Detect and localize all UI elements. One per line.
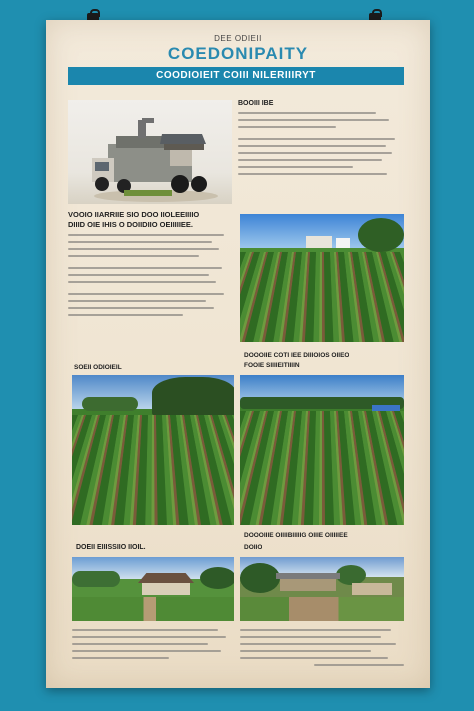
text-line — [68, 234, 224, 236]
crop-field-photo-2 — [72, 375, 234, 525]
text-line — [68, 241, 212, 243]
machine-heading: BOOIII IBE — [238, 100, 274, 107]
crop-field-photo-3 — [240, 375, 404, 525]
text-line — [238, 166, 353, 168]
text-block-bottom-left — [72, 624, 234, 670]
text-block-bottom-right — [240, 624, 404, 680]
text-line — [68, 307, 214, 309]
farm-buildings-photo — [240, 557, 404, 621]
text-block-left — [68, 210, 232, 360]
text-line — [68, 255, 199, 257]
caption-bottom-left: DOEII EIIISSIIO IIOIL. — [76, 544, 146, 551]
harvester-machine-illustration — [68, 100, 232, 204]
text-line — [238, 112, 376, 114]
text-line — [240, 636, 381, 638]
text-line — [68, 248, 219, 250]
text-line — [238, 126, 336, 128]
text-line — [72, 657, 169, 659]
text-line — [68, 281, 216, 283]
poster-banner: COODIOIEIT COIII NILERIIIRYT — [68, 67, 404, 85]
text-line — [238, 152, 392, 154]
text-line — [240, 650, 371, 652]
farmhouse-photo — [72, 557, 234, 621]
caption-bottom-right-2: DOIIO — [244, 544, 263, 551]
text-line — [240, 643, 396, 645]
text-line — [68, 314, 183, 316]
caption-bottom-right-1: DOOOIIIE OIIIIBIIIIIG OIIIE OIIIIIEE — [244, 532, 348, 539]
poster-title: COEDONIPAITY — [167, 44, 309, 63]
left-headline-2: DIIID OIE IHIS O DOIIDIIO OEIIIIIEE. — [68, 220, 194, 229]
text-line — [68, 267, 222, 269]
caption-mid-right-1: DOOOIIE COTI IEE DIIIOIOS OIIEO — [244, 352, 350, 359]
text-block-top-right — [238, 100, 402, 204]
text-line — [314, 664, 404, 666]
text-line — [238, 145, 386, 147]
text-line — [68, 293, 224, 295]
caption-mid-right-2: FOOIE SIIIIEITIIIIN — [244, 362, 300, 369]
text-line — [72, 629, 218, 631]
text-line — [240, 629, 391, 631]
caption-field: SOEII ODIOIEIL — [74, 364, 122, 371]
text-line — [238, 119, 389, 121]
poster-kicker: DEE ODIEII — [214, 34, 262, 43]
crop-field-photo-1 — [240, 214, 404, 342]
text-line — [238, 173, 387, 175]
left-headline-1: VOOIO IIARRIIE SIO DOO IIOLEEIIIIO — [68, 210, 200, 219]
text-line — [72, 636, 226, 638]
text-line — [68, 274, 209, 276]
text-line — [240, 657, 388, 659]
text-line — [238, 159, 382, 161]
text-line — [72, 650, 221, 652]
text-line — [68, 300, 206, 302]
text-line — [72, 643, 208, 645]
text-line — [238, 138, 395, 140]
machine-image — [68, 100, 232, 204]
poster — [46, 20, 430, 688]
